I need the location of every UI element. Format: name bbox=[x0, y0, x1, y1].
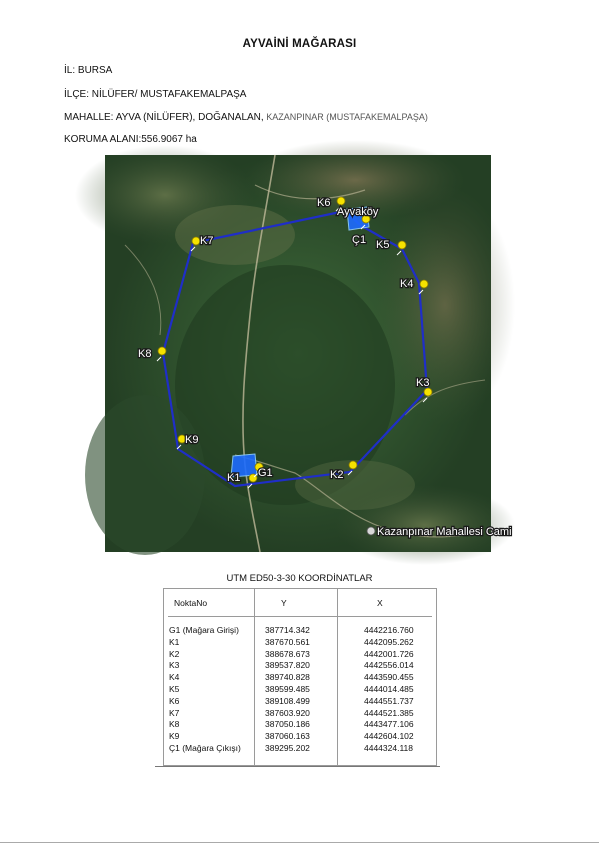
label-k3: K3 bbox=[416, 377, 430, 389]
cell-y: 387714.342 bbox=[265, 625, 310, 635]
cell-x: 4443477.106 bbox=[364, 719, 414, 730]
cell-y: 388678.673 bbox=[265, 648, 310, 659]
header-nokta-no: NoktaNo bbox=[174, 598, 208, 608]
cell-y: 387060.163 bbox=[265, 731, 310, 742]
table-row bbox=[164, 708, 436, 720]
cell-y: 389537.820 bbox=[265, 660, 310, 671]
table-row bbox=[164, 637, 436, 649]
cell-x: 4443590.455 bbox=[364, 672, 414, 683]
cell-point-name: G1 (Mağara Girişi) bbox=[169, 625, 239, 635]
cell-x: 4444014.485 bbox=[364, 683, 414, 694]
cell-x: 4444521.385 bbox=[364, 707, 414, 718]
cell-point-name: K2 bbox=[169, 648, 180, 659]
ilce-line: İLÇE: NİLÜFER/ MUSTAFAKEMALPAŞA bbox=[64, 89, 247, 100]
cell-point-name: K7 bbox=[169, 707, 180, 718]
label-c1: Ç1 bbox=[352, 234, 367, 246]
cell-x: 4444324.118 bbox=[364, 742, 414, 753]
mahalle-line bbox=[64, 112, 428, 123]
cell-point-name: K1 bbox=[169, 636, 180, 647]
table-row bbox=[164, 731, 436, 743]
satellite-map bbox=[105, 155, 512, 552]
cell-y: 389599.485 bbox=[265, 683, 310, 694]
map-svg bbox=[105, 155, 512, 552]
page-bottom-rule bbox=[0, 842, 599, 843]
label-village: Ayvaköy bbox=[337, 206, 379, 218]
header-y: Y bbox=[281, 598, 287, 608]
il-line: İL: BURSA bbox=[64, 65, 113, 76]
label-k7: K7 bbox=[200, 235, 214, 247]
label-k6: K6 bbox=[317, 197, 331, 209]
table-row bbox=[164, 660, 436, 672]
table-row bbox=[164, 649, 436, 661]
mahalle-secondary-text: KAZANPINAR (MUSTAFAKEMALPAŞA) bbox=[263, 112, 428, 122]
label-k2: K2 bbox=[330, 469, 344, 481]
coordinates-table bbox=[163, 588, 437, 766]
cell-x: 4442216.760 bbox=[364, 625, 414, 635]
header-x: X bbox=[377, 598, 383, 608]
cell-x: 4442001.726 bbox=[364, 648, 414, 659]
table-caption: UTM ED50-3-30 KOORDİNATLAR bbox=[226, 573, 373, 584]
cell-x: 4444551.737 bbox=[364, 695, 414, 706]
cell-point-name: K4 bbox=[169, 672, 180, 683]
cell-point-name: K6 bbox=[169, 695, 180, 706]
table-row bbox=[164, 625, 436, 637]
label-k4: K4 bbox=[400, 278, 414, 290]
cell-y: 387670.561 bbox=[265, 636, 310, 647]
cell-point-name: K3 bbox=[169, 660, 180, 671]
cell-y: 389108.499 bbox=[265, 695, 310, 706]
cell-point-name: K5 bbox=[169, 683, 180, 694]
cell-y: 387050.186 bbox=[265, 719, 310, 730]
cell-y: 389740.828 bbox=[265, 672, 310, 683]
cell-point-name: K9 bbox=[169, 731, 180, 742]
mahalle-main-text: MAHALLE: AYVA (NİLÜFER), DOĞANALAN, bbox=[64, 112, 264, 123]
table-bottom-rule bbox=[155, 766, 440, 767]
document-title: AYVAİNİ MAĞARASI bbox=[242, 38, 357, 50]
cell-x: 4442556.014 bbox=[364, 660, 414, 671]
label-g1: G1 bbox=[258, 467, 273, 479]
cell-y: 387603.920 bbox=[265, 707, 310, 718]
terrain-patch bbox=[85, 395, 205, 555]
label-k5: K5 bbox=[376, 239, 390, 251]
table-row bbox=[164, 684, 436, 696]
cell-point-name: K8 bbox=[169, 719, 180, 730]
label-k9: K9 bbox=[185, 434, 199, 446]
cell-y: 389295.202 bbox=[265, 742, 310, 753]
cell-x: 4442095.262 bbox=[364, 636, 414, 647]
label-k8: K8 bbox=[138, 348, 152, 360]
koruma-alani-line: KORUMA ALANI:556.9067 ha bbox=[64, 134, 197, 145]
table-row bbox=[164, 743, 436, 755]
table-row bbox=[164, 719, 436, 731]
table-row bbox=[164, 696, 436, 708]
mosque-place-marker bbox=[367, 526, 512, 538]
cell-x: 4442604.102 bbox=[364, 731, 414, 742]
place-pin-icon bbox=[367, 527, 375, 535]
header-divider bbox=[168, 616, 432, 617]
label-mosque: Kazanpınar Mahallesi Cami bbox=[377, 526, 512, 538]
table-row bbox=[164, 672, 436, 684]
cell-point-name: Ç1 (Mağara Çıkışı) bbox=[169, 742, 241, 753]
label-k1: K1 bbox=[227, 472, 241, 484]
table-body bbox=[164, 625, 436, 755]
